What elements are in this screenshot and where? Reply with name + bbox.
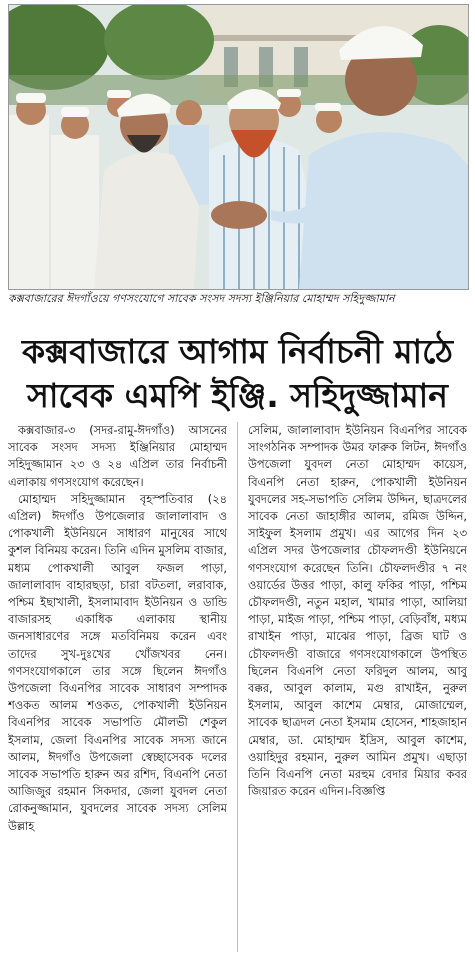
- photo-illustration: [9, 5, 468, 289]
- photo-caption: কক্সবাজারের ঈদগাঁওয়ে গণসংযোগে সাবেক সংসদ সদস্য ইঞ্জিনিয়ার মোহাম্মদ সহিদুজ্জামান: [8, 292, 395, 305]
- headline-line-2: সাবেক এমপি ইঞ্জি. সহিদুজ্জামান: [27, 376, 448, 415]
- headline: [8, 330, 467, 418]
- headline-line-1: কক্সবাজারে আগাম নির্বাচনী মাঠে: [21, 332, 454, 371]
- article-paragraph: সেলিম, জালালাবাদ ইউনিয়ন বিএনপির সাবেক সাংগঠনিক সম্পাদক উমর ফারুক লিটন, ঈদগাঁও উপজেলা যুবদল নেতা মোহাম্মদ কায়েস, বিএনপি নেতা হারুন, পোকখালী ইউনিয়ন যুবদলের সহ-সভাপতি সেলিম উদ্দিন, ছাত্রদলের সাবেক নেতা জাহাঙ্গীর আলম, রমিজ উদ্দিন, সাইফুল ইসলাম প্রমুখ। এর আগের দিন ২৩ এপ্রিল সদর উপজেলার চৌফলদণ্ডী ইউনিয়নে গণসংযোগ করেছেন তিনি। চৌফলদণ্ডীর ৭ নং ওয়ার্ডের উত্তর পাড়া, কালু ফকির পাড়া, পশ্চিম চৌফলদণ্ডী, নতুন মহাল, খামার পাড়া, আলিয়া পাড়া, মাইজ পাড়া, পশ্চিম পাড়া, বেড়িবাঁধ, মধ্যম রাখাইন পাড়া, মাঝের পাড়া, ব্রিজ ঘাট ও চৌফলদণ্ডী বাজারে গণসংযোগকালে উপস্থিত ছিলেন বিএনপি নেতা ফরিদুল আলম, আবু বক্কর, আবুল কালাম, মগু রাখাইন, নুরুল ইসলাম, আবুল কাশেম মেম্বার, মোজাম্মেল, সাবেক ছাত্রদল নেতা ইসমাম হোসেন, শাহজাহান মেম্বার, ডা. মোহাম্মদ ইদ্রিস, আবুল কাশেম, ওয়াহিদুর রহমান, নুরুল আমিন প্রমুখ। এছাড়া তিনি বিএনপি নেতা মরহুম বেদার মিয়ার কবর জিয়ারত করেন এদিন।-বিজ্ঞপ্তি: [248, 423, 467, 799]
- article-column-1: [8, 422, 227, 952]
- article-body: [8, 422, 467, 952]
- news-photo: [8, 4, 469, 290]
- column-divider: [237, 422, 238, 952]
- article-paragraph: মোহাম্মদ সহিদুজ্জামান বৃহস্পতিবার (২৪ এপ্রিল) ঈদগাঁও উপজেলার জালালাবাদ ও পোকখালী ইউনিয়নে সাধারণ মানুষের সাথে কুশল বিনিময় করেন। তিনি এদিন মুসলিম বাজার, মধ্যম পোকখালী আবুল ফজল পাড়া, জালালাবাদ বাহারছড়া, চারা বটতলা, লরাবাক, পশ্চিম ইছাখালী, ইসলামাবাদ ইউনিয়ন ও ডান্ডি বাজারসহ একাধিক এলাকায় স্থানীয় জনসাধারণের সঙ্গে মতবিনিময় করেন এবং তাদের সুখ-দুঃখের খোঁজখবর নেন। গণসংযোগকালে তার সঙ্গে ছিলেন ঈদগাঁও উপজেলা বিএনপির সাবেক সাধারণ সম্পাদক শওকত আলম শওকত, পোকখালী ইউনিয়ন বিএনপির সাবেক সভাপতি মৌলভী শেকুল ইসলাম, জেলা বিএনপির সাবেক সদস্য জানে আলম, ঈদগাঁও উপজেলা স্বেচ্ছাসেবক দলের সাবেক সভাপতি হারুন অর রশিদ, বিএনপি নেতা আজিজুর রহমান সিকদার, জেলা যুবদল নেতা রোকনুজ্জামান, যুবদলের সাবেক সদস্য সেলিম উল্লাহ: [8, 491, 227, 833]
- article-column-2: [248, 422, 467, 952]
- article-paragraph: কক্সবাজার-৩ (সদর-রামু-ঈদগাঁও) আসনের সাবেক সংসদ সদস্য ইঞ্জিনিয়ার মোহাম্মদ সহিদুজ্জামান ২৩ ও ২৪ এপ্রিল তার নির্বাচনী এলাকায় গণসংযোগ করেছেন।: [8, 423, 227, 489]
